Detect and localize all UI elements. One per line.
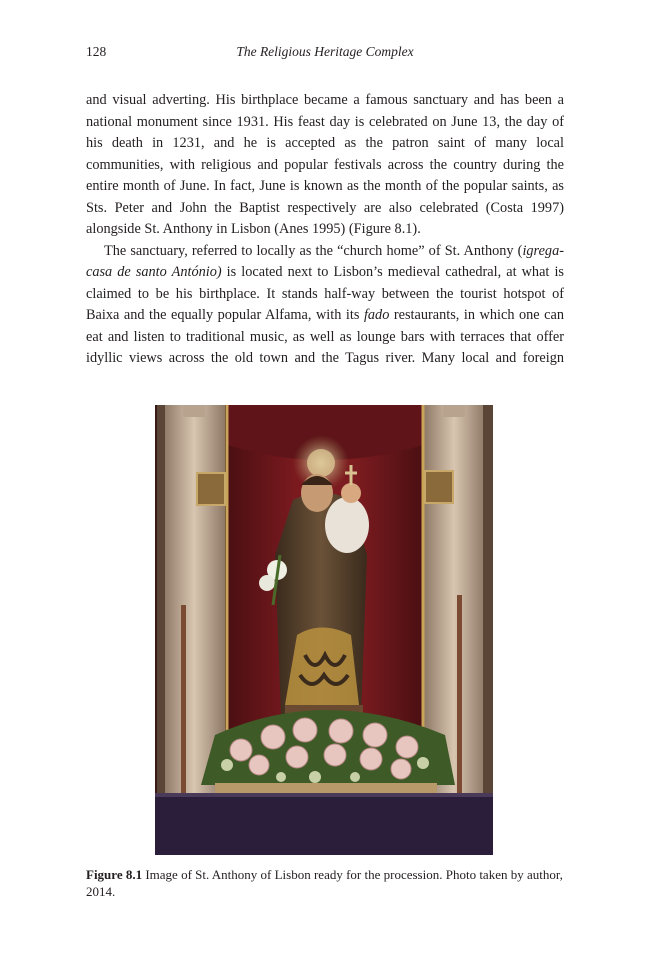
figure-caption	[86, 866, 564, 900]
page-number: 128	[86, 44, 107, 59]
body-text	[86, 90, 564, 370]
paragraph-2-text-a: The sanctuary, referred to locally as the “church home” of St. Anthony (	[104, 242, 523, 259]
paragraph-2-text-b: is located next to Lisbon’s medieval cathedral, at what is claimed to be his birthplace. It stands half-way between the tourist hotspot of Baixa and the equally popular Alfama, with its	[86, 264, 564, 323]
figure-label: Figure 8.1	[86, 867, 143, 882]
paragraph-2-italic-fado: fado	[363, 307, 390, 323]
caption-text: Image of St. Anthony of Lisbon ready for the procession. Photo taken by author, 2014.	[86, 867, 563, 899]
running-title: The Religious Heritage Complex	[236, 44, 414, 59]
paragraph-2-text-c: restaurants, in which one can eat and listen to traditional music, as well as lounge bars with terraces that offer idyllic views across the old town and the Tagus river. Many local and foreign	[86, 307, 564, 366]
saint-anthony-photo	[155, 405, 493, 855]
paragraph-2-italic-term: igrega-casa de santo António)	[86, 242, 564, 280]
running-header	[86, 44, 564, 64]
figure-photo	[155, 405, 493, 855]
paragraph-2	[86, 241, 564, 370]
paragraph-1: and visual adverting. His birthplace became a famous sanctuary and has been a national monument since 1931. His feast day is celebrated on June 13, the day of his death in 1231, and he is accepted as the patron saint of many local communities, with religious and popular festivals across the country during the entire month of June. In fact, June is known as the month of the popular saints, as Sts. Peter and John the Baptist respectively are also celebrated (Costa 1997) alongside St. Anthony in Lisbon (Anes 1995) (Figure 8.1).	[86, 92, 564, 237]
